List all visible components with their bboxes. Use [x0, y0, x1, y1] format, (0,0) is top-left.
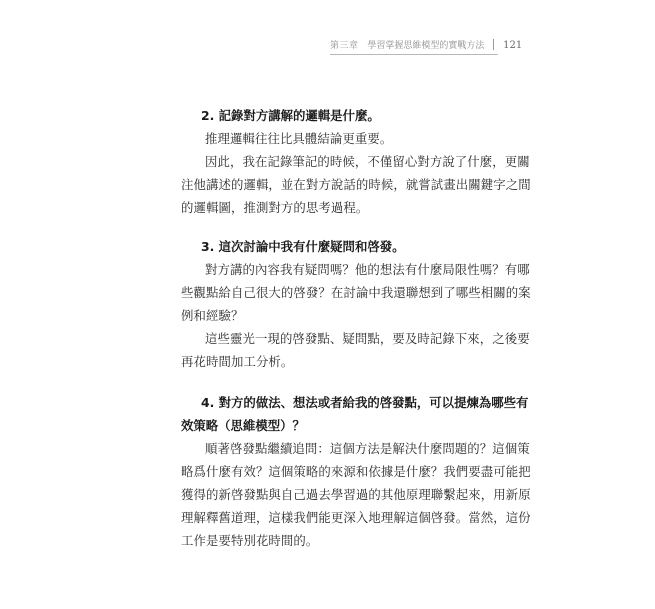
text-line: 獲得的新啓發點與自己過去學習過的其他原理聯繫起來，用新原 — [181, 487, 531, 502]
text-line: 對方講的內容我有疑問嗎？他的想法有什麼局限性嗎？有哪 — [205, 262, 530, 277]
section-heading-4 — [181, 391, 529, 437]
header-separator — [493, 39, 494, 50]
text-line: 注他講述的邏輯，並在對方說話的時候，就嘗試畫出關鍵字之間 — [181, 177, 531, 192]
text-line: 的邏輯圖，推測對方的思考過程。 — [181, 200, 369, 215]
page-body — [181, 104, 531, 552]
text-line: 理解釋舊道理，這樣我們能更深入地理解這個啓發。當然，這份 — [181, 510, 531, 525]
heading-line: 4. 對方的做法、想法或者給我的啓發點，可以提煉為哪些有 — [201, 395, 529, 410]
text-line: 略爲什麼有效？這個策略的來源和依據是什麼？我們要盡可能把 — [181, 464, 531, 479]
paragraph — [181, 127, 494, 150]
text-line: 工作是要特別花時間的。 — [181, 533, 319, 548]
running-header — [330, 38, 523, 51]
chapter-label: 第三章 — [330, 41, 359, 51]
section-heading-3: 3. 這次討論中我有什麼疑問和啓發。 — [201, 239, 405, 254]
text-line: 因此，我在記錄筆記的時候，不僅留心對方說了什麼，更關 — [205, 154, 530, 169]
paragraph — [181, 437, 531, 552]
header-rule — [330, 54, 498, 55]
paragraph — [181, 150, 531, 219]
paragraph — [181, 327, 530, 373]
section-heading-2: 2. 記錄對方講解的邏輯是什麼。 — [201, 108, 380, 123]
text-line: 些觀點給自己很大的啓發？在討論中我還聯想到了哪些相關的案 — [181, 285, 531, 300]
paragraph — [181, 258, 531, 327]
text-line: 推理邏輯往往比具體結論更重要。 — [205, 131, 393, 146]
heading-line: 效策略（思維模型）？ — [181, 418, 305, 433]
text-line: 再花時間加工分析。 — [181, 354, 294, 369]
text-line: 例和經驗？ — [181, 308, 244, 323]
text-line: 這些靈光一現的啓發點、疑問點，要及時記錄下來，之後要 — [205, 331, 530, 346]
chapter-title: 學習掌握思維模型的實戰方法 — [367, 41, 485, 51]
text-line: 順著啓發點繼續追問：這個方法是解決什麼問題的？這個策 — [205, 441, 530, 456]
page-number: 121 — [503, 40, 523, 51]
